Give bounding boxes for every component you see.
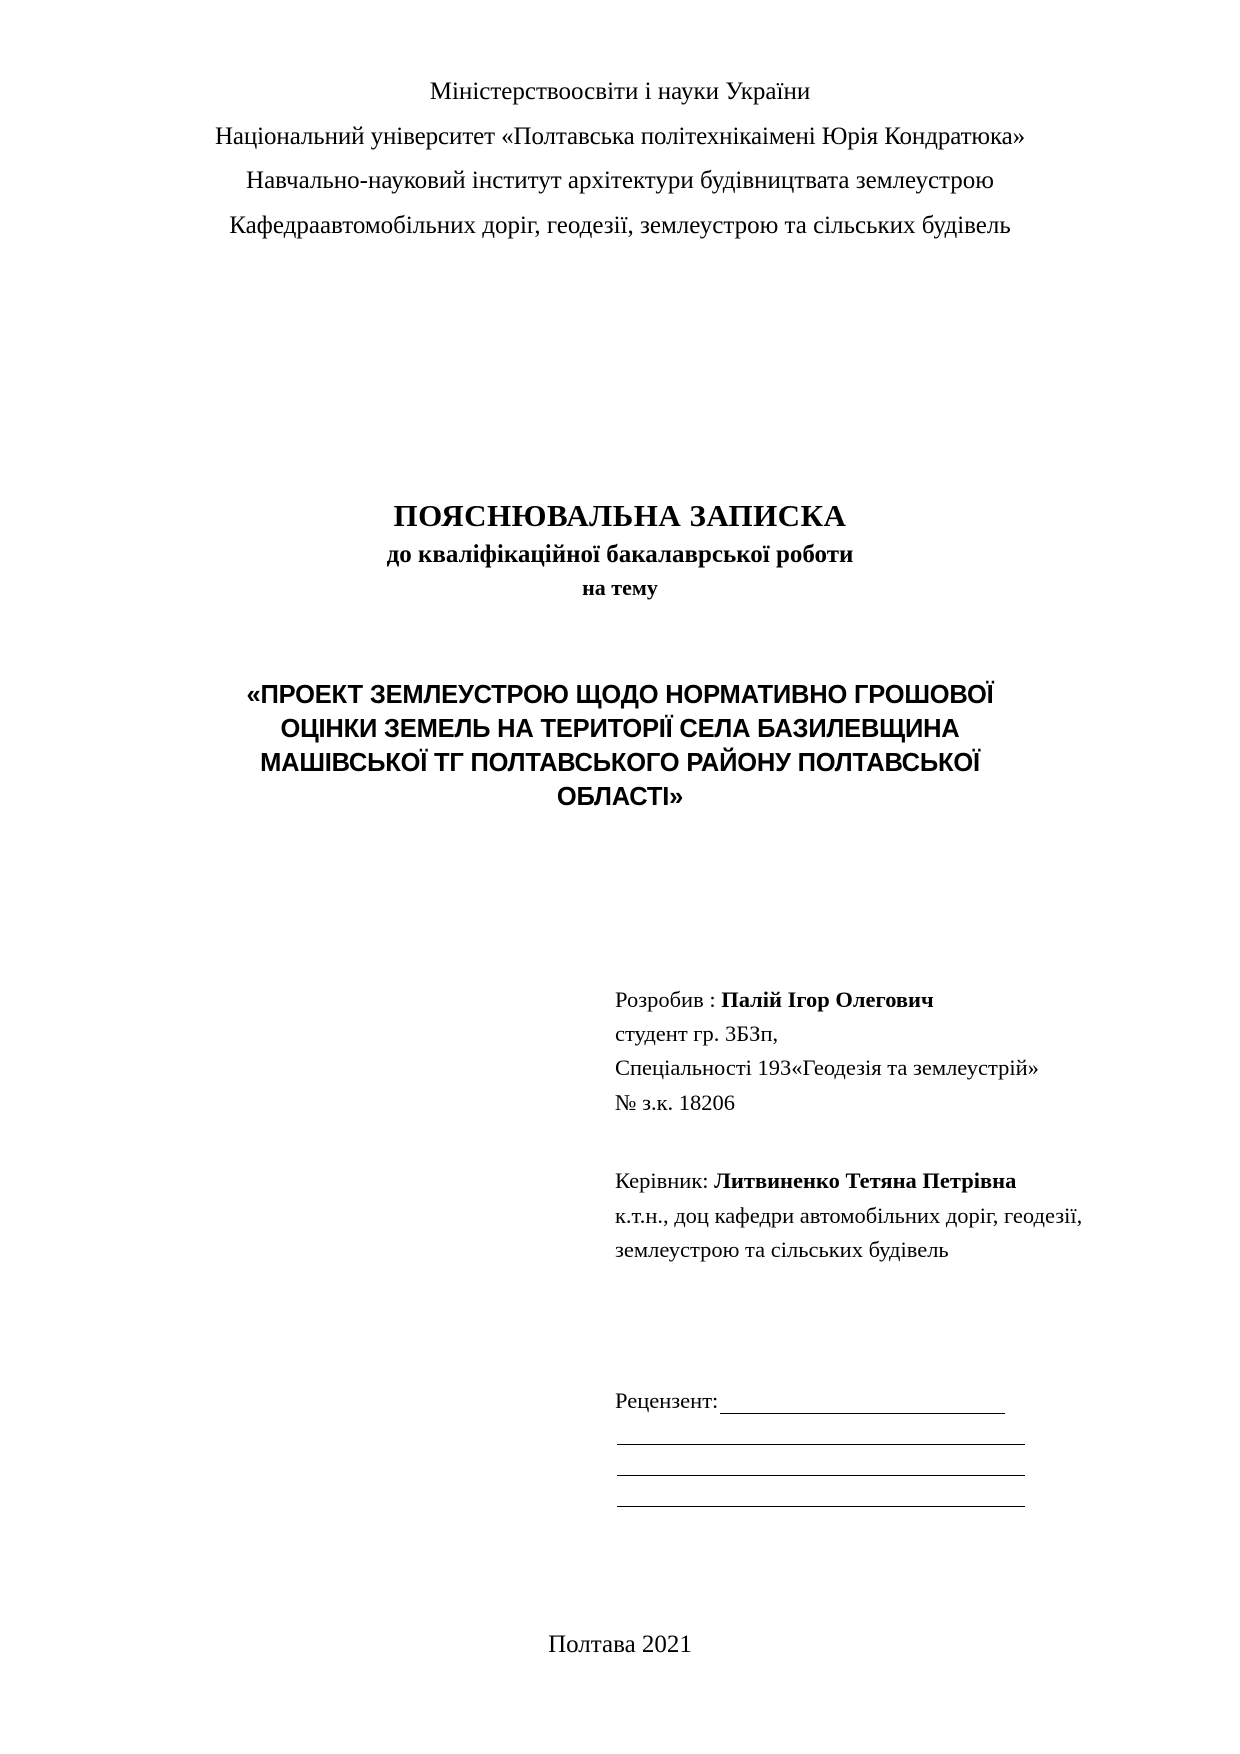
header-line-department: Кафедраавтомобільних доріг, геодезії, землеустрою та сільських будівель	[229, 211, 1011, 239]
supervisor-label: Керівник:	[615, 1168, 715, 1194]
work-title-line-1: «ПРОЕКТ ЗЕМЛЕУСТРОЮ ЩОДО НОРМАТИВНО ГРОШОВОЇ	[246, 681, 994, 709]
reviewer-signature-line-2	[617, 1418, 1025, 1445]
reviewer-signature-line-1	[720, 1393, 1005, 1414]
document-type-subheading: до кваліфікаційної бакалаврської роботи	[386, 541, 854, 568]
student-group: студент гр. 3БЗп,	[615, 1021, 779, 1047]
document-theme-label: на тему	[582, 575, 658, 600]
developer-name: Палій Ігор Олегович	[721, 986, 934, 1012]
record-book-number: № з.к. 18206	[615, 1089, 736, 1115]
reviewer-label: Рецензент:	[615, 1387, 719, 1413]
developer-label: Розробив :	[615, 986, 722, 1012]
supervisor-position-line-1: к.т.н., доц кафедри автомобільних доріг, геодезії,	[615, 1202, 1083, 1228]
document-type-block	[110, 498, 1130, 601]
reviewer-signature-line-3	[617, 1449, 1025, 1476]
work-title-line-4: ОБЛАСТІ»	[556, 782, 684, 811]
reviewer-signature-line-4	[617, 1480, 1025, 1507]
supervisor-position-line-2: землеустрою та сільських будівель	[615, 1237, 949, 1263]
supervisor-row	[615, 1164, 1130, 1198]
student-specialty: Спеціальності 193«Геодезія та землеустрій»	[615, 1055, 1039, 1081]
author-block	[615, 983, 1130, 1268]
supervisor-name: Литвиненко Тетяна Петрівна	[714, 1168, 1017, 1194]
header-line-institute: Навчально-науковий інститут архітектури будівництвата землеустрою	[246, 167, 994, 194]
work-title-line-3: МАШІВСЬКОЇ ТГ ПОЛТАВСЬКОГО РАЙОНУ ПОЛТАВСЬКОЇ	[260, 748, 980, 777]
work-title-line-2: ОЦІНКИ ЗЕМЕЛЬ НА ТЕРИТОРІЇ СЕЛА БАЗИЛЕВЩИНА	[280, 714, 960, 743]
document-type-heading: ПОЯСНЮВАЛЬНА ЗАПИСКА	[393, 498, 847, 533]
header-line-university: Національний університет «Полтавська політехнікаімені Юрія Кондратюка»	[214, 122, 1026, 150]
work-title	[110, 679, 1130, 815]
footer-place-year: Полтава 2021	[548, 1631, 692, 1658]
reviewer-label-row	[615, 1388, 1130, 1414]
institution-header	[110, 70, 1130, 248]
header-line-ministry: Міністерствоосвіти і науки України	[429, 78, 811, 105]
reviewer-block	[615, 1388, 1130, 1507]
developer-row	[615, 983, 1130, 1017]
